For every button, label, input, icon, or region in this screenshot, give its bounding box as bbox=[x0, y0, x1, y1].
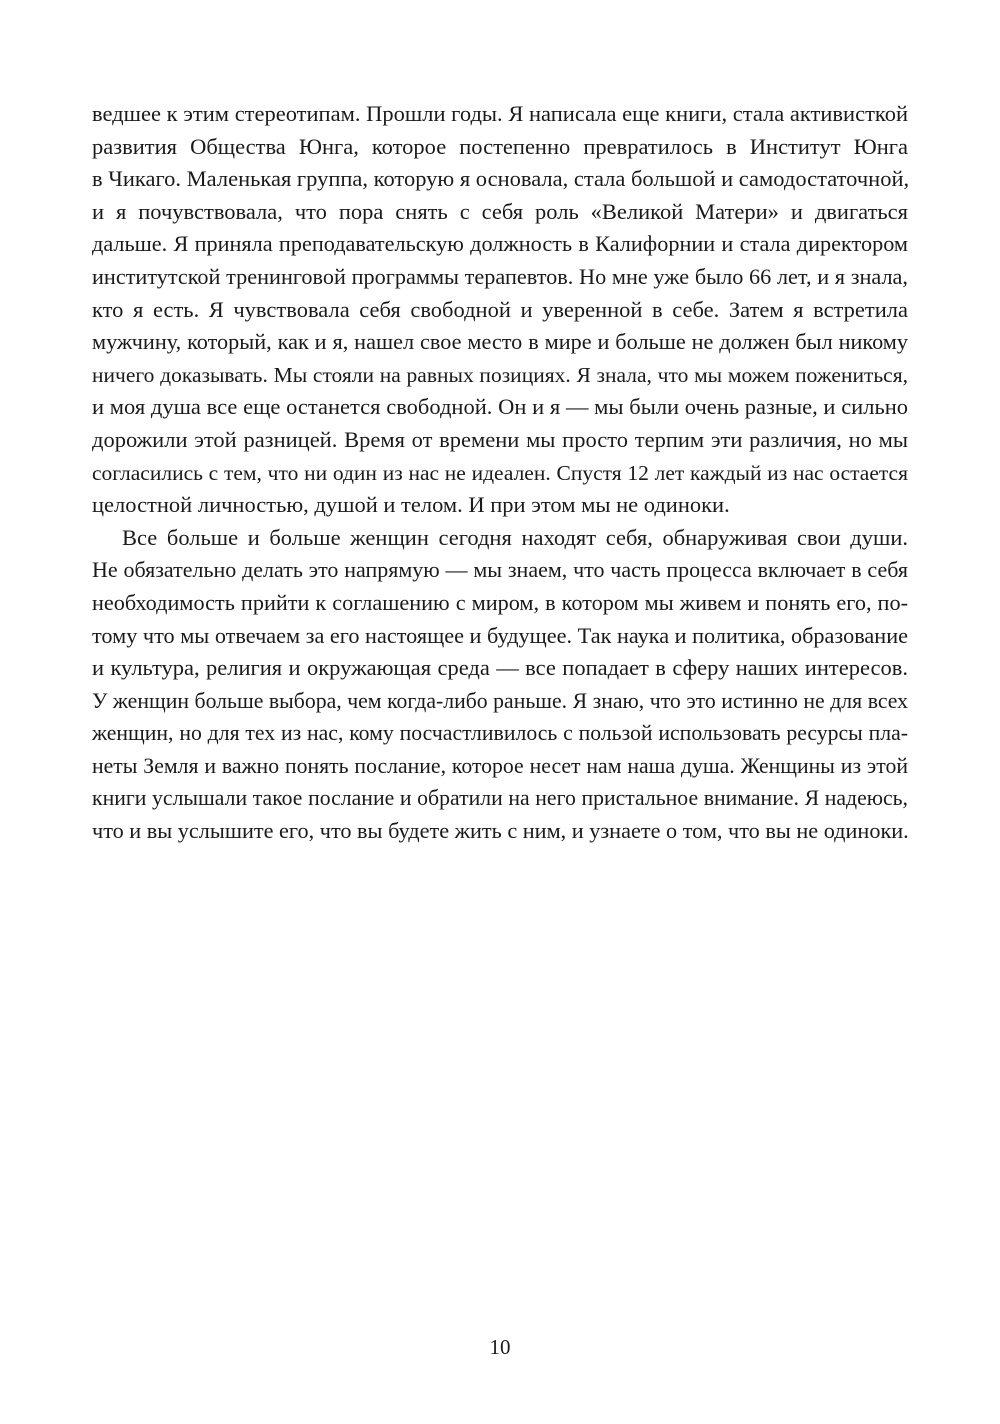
paragraph-2 bbox=[92, 522, 908, 848]
text-line: Не обязательно делать это напрямую — мы знаем, что часть процесса включает в себя bbox=[92, 557, 908, 583]
text-line: неты Земля и важно понять послание, которое несет нам наша душа. Женщины из этой bbox=[92, 753, 908, 778]
text-line: книги услышали такое послание и обратили на него пристальное внимание. Я надеюсь, bbox=[92, 786, 908, 811]
text-line: Все больше и больше женщин сегодня находят себя, обнаруживая свои души. bbox=[122, 524, 908, 550]
text-line: необходимость прийти к соглашению с миром, в котором мы живем и понять его, по- bbox=[92, 589, 908, 615]
text-line: и культура, религия и окружающая среда — все попадает в сферу наших интересов. bbox=[92, 655, 908, 681]
text-line: женщин, но для тех из нас, кому посчастливилось с пользой использовать ресурсы пла- bbox=[92, 721, 908, 746]
text-line: институтской тренинговой программы терапевтов. Но мне уже было 66 лет, и я знала, bbox=[92, 263, 908, 289]
text-line: что и вы услышите его, что вы будете жить с ним, и узнаете о том, что вы не одиноки. bbox=[92, 818, 909, 844]
text-line: У женщин больше выбора, чем когда-либо раньше. Я знаю, что это истинно не для всех bbox=[92, 688, 908, 713]
text-line: развития Общества Юнга, которое постепенно превратилось в Институт Юнга bbox=[92, 133, 908, 159]
text-line: в Чикаго. Маленькая группа, которую я основала, стала большой и самодостаточной, bbox=[92, 166, 910, 192]
text-line: тому что мы отвечаем за его настоящее и будущее. Так наука и политика, образование bbox=[92, 622, 908, 648]
text-line: согласились с тем, что ни один из нас не идеален. Спустя 12 лет каждый из нас остается bbox=[92, 460, 908, 485]
text-line: и моя душа все еще останется свободной. Он и я — мы были очень разные, и сильно bbox=[92, 394, 908, 420]
text-line: ведшее к этим стереотипам. Прошли годы. Я написала еще книги, стала активисткой bbox=[92, 101, 908, 126]
text-line: мужчину, который, как и я, нашел свое место в мире и больше не должен был никому bbox=[92, 329, 908, 355]
text-line: дорожили этой разницей. Время от времени мы просто терпим эти различия, но мы bbox=[92, 426, 908, 452]
body-text bbox=[92, 98, 908, 848]
text-line: целостной личностью, душой и телом. И при этом мы не одиноки. bbox=[92, 492, 730, 518]
page-number: 10 bbox=[489, 1335, 511, 1359]
text-line: дальше. Я приняла преподавательскую должность в Калифорнии и стала директором bbox=[92, 231, 908, 257]
text-line: кто я есть. Я чувствовала себя свободной и уверенной в себе. Затем я встретила bbox=[92, 296, 908, 322]
text-line: и я почувствовала, что пора снять с себя роль «Великой Матери» и двигаться bbox=[92, 198, 908, 224]
text-line: ничего доказывать. Мы стояли на равных позициях. Я знала, что мы можем пожениться, bbox=[92, 362, 908, 387]
paragraph-1 bbox=[92, 98, 908, 522]
